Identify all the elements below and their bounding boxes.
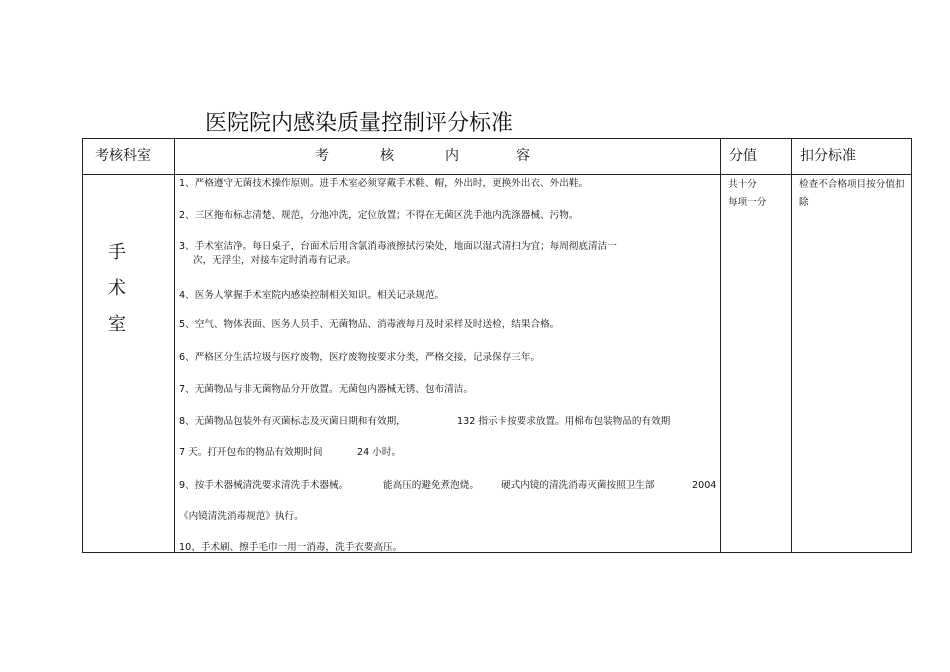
- column-divider: [174, 139, 175, 552]
- item-8-part4: 24 小时。: [357, 447, 402, 458]
- score-cell: [728, 176, 766, 212]
- score-total: 共十分: [728, 179, 757, 190]
- column-divider: [791, 139, 792, 552]
- page-title: 医院院内感染质量控制评分标准: [205, 111, 514, 136]
- item-3: 3、手术室洁净。每日桌子，台面术后用含氯消毒液擦拭污染处，地面以湿式清扫为宜；每周彻底清洁一: [179, 241, 617, 252]
- item-8-part1: 8、无菌物品包装外有灭菌标志及灭菌日期和有效期，: [179, 416, 406, 427]
- header-content-char: 容: [516, 148, 530, 164]
- item-8-part3: 7 天。打开包布的物品有效期时间: [179, 447, 323, 458]
- evaluation-table: [82, 138, 912, 553]
- header-score: 分值: [729, 148, 757, 164]
- score-per-item: 每项一分: [728, 197, 767, 208]
- item-4: 4、医务人掌握手术室院内感染控制相关知识。相关记录规范。: [179, 290, 445, 301]
- department-char: 手: [108, 242, 126, 263]
- item-8-part2: 132 指示卡按要求放置。用棉布包装物品的有效期: [457, 416, 671, 427]
- item-3-cont: 次，无浮尘，对接车定时消毒有记录。: [193, 255, 357, 266]
- deduction-cell: 检查不合格项目按分值扣除: [799, 179, 905, 208]
- header-content-char: 内: [445, 148, 459, 164]
- header-deduction: 扣分标准: [800, 148, 856, 164]
- department-char: 室: [108, 314, 126, 335]
- header-content: [175, 139, 723, 174]
- item-9-part1: 9、按手术器械清洗要求清洗手术器械。: [179, 480, 349, 491]
- item-10: 10、手术刷、擦手毛巾一用一消毒，洗手衣要高压。: [179, 542, 403, 553]
- item-2: 2、三区拖布标志清楚、规范，分池冲洗，定位放置；不得在无菌区洗手池内洗涤器械、污物。: [179, 210, 579, 221]
- item-6: 6、严格区分生活垃圾与医疗废物，医疗废物按要求分类，严格交接，记录保存三年。: [179, 352, 541, 363]
- item-5: 5、空气、物体表面、医务人员手、无菌物品、消毒液每月及时采样及时送检，结果合格。: [179, 319, 560, 330]
- header-dept: 考核科室: [95, 148, 151, 164]
- header-content-char: 考: [315, 148, 329, 164]
- department-name: [105, 235, 129, 343]
- item-9-part3: 硬式内镜的清洗消毒灭菌按照卫生部: [501, 480, 655, 491]
- item-9-part5: 《内镜清洗消毒规范》执行。: [179, 511, 304, 522]
- item-1: 1、严格遵守无菌技术操作原则。进手术室必须穿戴手术鞋、帽，外出时，更换外出衣、外出鞋。: [179, 178, 589, 189]
- header-divider: [83, 174, 911, 175]
- item-9-part2: 能高压的避免煮泡烧。: [383, 480, 479, 491]
- item-7: 7、无菌物品与非无菌物品分开放置。无菌包内器械无锈、包布清洁。: [179, 384, 473, 395]
- item-9-part4: 2004: [692, 480, 717, 491]
- header-content-char: 核: [380, 148, 394, 164]
- department-char: 术: [108, 278, 126, 299]
- column-divider: [720, 139, 721, 552]
